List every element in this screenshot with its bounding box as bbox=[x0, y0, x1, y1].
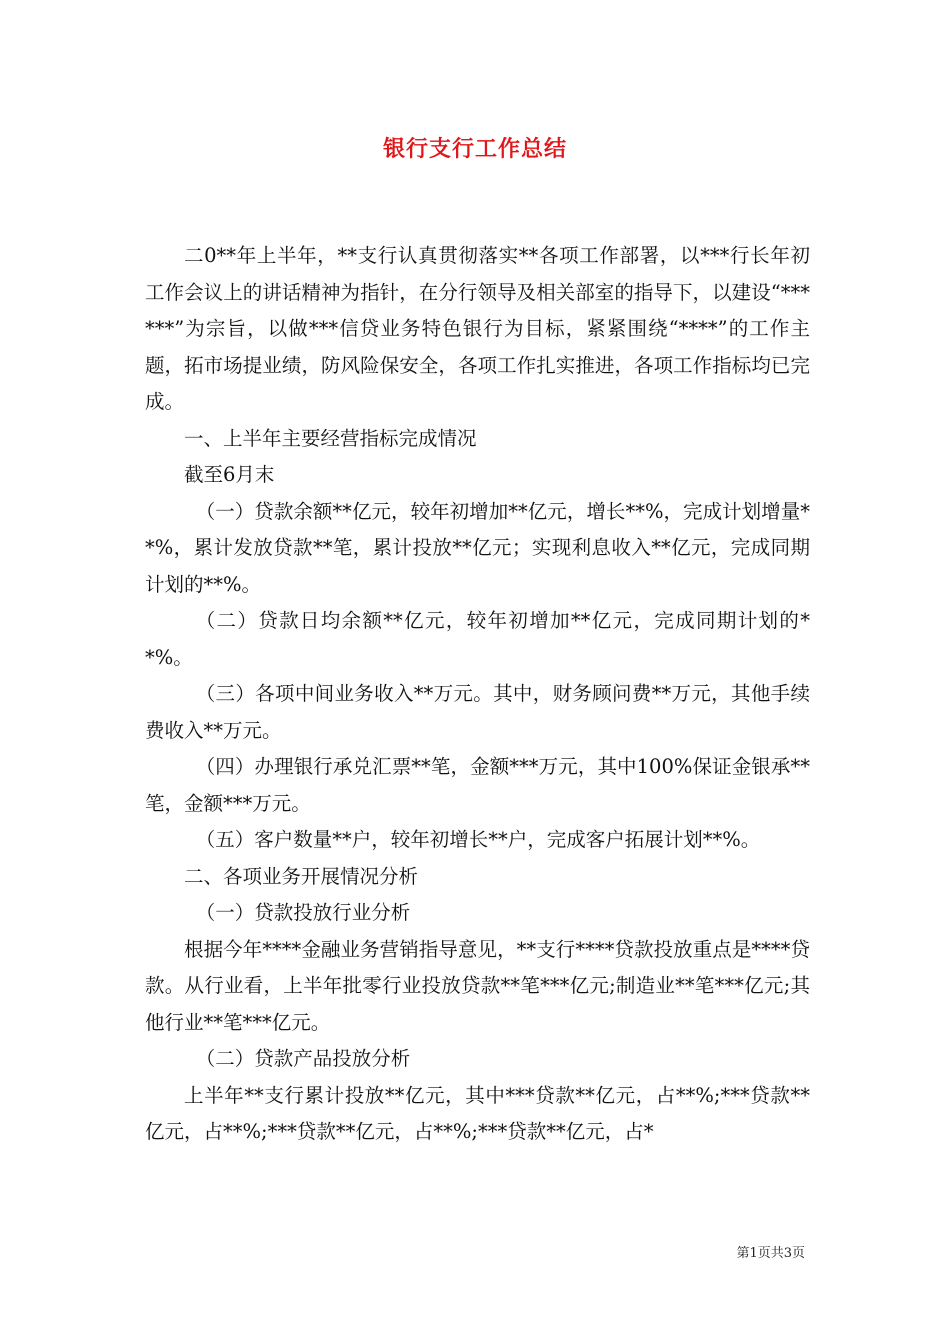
industry-analysis-paragraph: 根据今年****金融业务营销指导意见，**支行****贷款投放重点是****贷款。从行业看，上半年批零行业投放贷款**笔***亿元;制造业**笔***亿元;其他行业**笔***亿元。 bbox=[145, 937, 810, 1034]
item-paragraph-4: （四）办理银行承兑汇票**笔，金额***万元，其中100%保证金银承**笔，金额***万元。 bbox=[145, 755, 810, 815]
intro-paragraph: 二0**年上半年，**支行认真贯彻落实**各项工作部署，以***行长年初工作会议上的讲话精神为指针，在分行领导及相关部室的指导下，以建设“******”为宗旨，以做***信贷业务特色银行为目标，紧紧围绕“****”的工作主题，拓市场提业绩，防风险保安全，各项工作扎实推进，各项工作指标均已完成。 bbox=[145, 244, 810, 413]
page-number: 第1页共3页 bbox=[736, 1246, 805, 1261]
section-heading-1: 一、上半年主要经营指标完成情况 bbox=[184, 426, 477, 450]
subsection-heading-2: （二）贷款产品投放分析 bbox=[195, 1047, 411, 1070]
item-paragraph-3: （三）各项中间业务收入**万元。其中，财务顾问费**万元，其他手续费收入**万元。 bbox=[145, 682, 810, 742]
date-line: 截至6月末 bbox=[184, 463, 275, 486]
subsection-heading-1: （一）贷款投放行业分析 bbox=[195, 901, 411, 924]
document-body bbox=[145, 238, 810, 1151]
item-paragraph-1: （一）贷款余额**亿元，较年初增加**亿元，增长**%，完成计划增量**%，累计发放贷款**笔，累计投放**亿元；实现利息收入**亿元，完成同期计划的**%。 bbox=[145, 499, 810, 596]
product-analysis-paragraph: 上半年**支行累计投放**亿元，其中***贷款**亿元，占**%;***贷款**亿元，占**%;***贷款**亿元，占**%;***贷款**亿元，占* bbox=[145, 1083, 810, 1143]
document-title: 银行支行工作总结 bbox=[382, 136, 567, 162]
item-paragraph-5: （五）客户数量**户，较年初增长**户，完成客户拓展计划**%。 bbox=[195, 828, 761, 851]
item-paragraph-2: （二）贷款日均余额**亿元，较年初增加**亿元，完成同期计划的**%。 bbox=[145, 609, 810, 669]
section-heading-2: 二、各项业务开展情况分析 bbox=[184, 864, 419, 888]
